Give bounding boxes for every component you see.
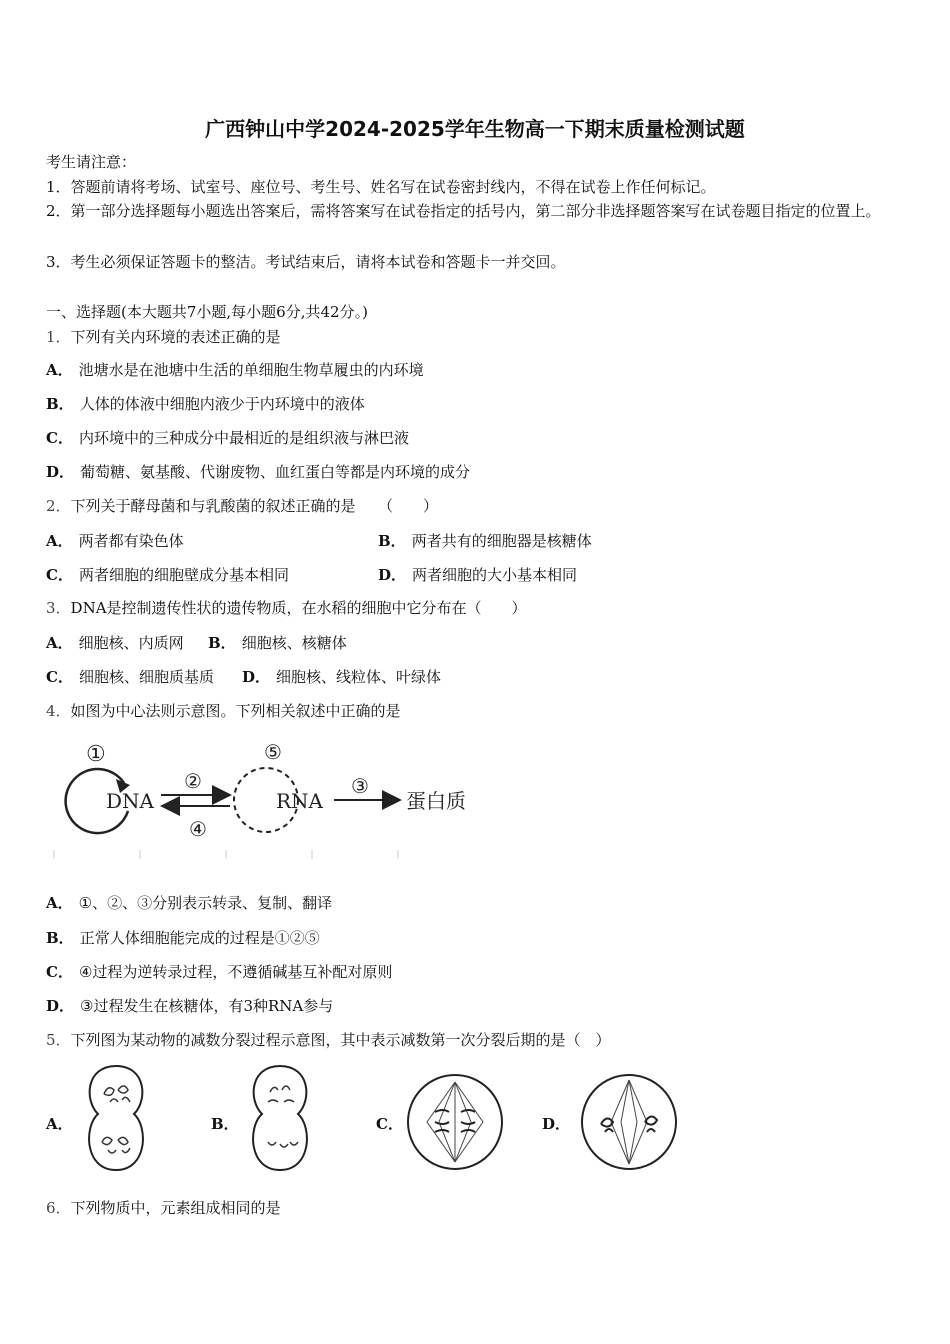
- question-number: 2．: [46, 497, 71, 515]
- question-number: 1．: [46, 328, 71, 346]
- mark-1: ①: [86, 742, 106, 767]
- rna-label: RNA: [276, 789, 324, 813]
- option[interactable]: D． 两者细胞的大小基本相同: [378, 566, 578, 584]
- section-heading: 一、选择题(本大题共7小题,每小题6分,共42分。): [46, 303, 368, 321]
- question-number: 6．: [46, 1199, 71, 1217]
- cell-figure-b: [240, 1062, 320, 1174]
- cell-figure-d: [579, 1072, 679, 1172]
- option[interactable]: D． 葡萄糖、氨基酸、代谢废物、血红蛋白等都是内环境的成分: [46, 463, 471, 481]
- option[interactable]: B． 正常人体细胞能完成的过程是①②⑤: [46, 929, 320, 947]
- mark-5: ⑤: [264, 740, 282, 764]
- option[interactable]: B．: [211, 1115, 239, 1133]
- notice-item: 3．考生必须保证答题卡的整洁。考试结束后，请将本试卷和答题卡一并交回。: [46, 253, 566, 271]
- option[interactable]: B． 两者共有的细胞器是核糖体: [378, 532, 592, 550]
- question-stem: 3．DNA是控制遗传性状的遗传物质，在水稻的细胞中它分布在（ ）: [46, 599, 527, 617]
- option[interactable]: B． 人体的体液中细胞内液少于内环境中的液体: [46, 395, 365, 413]
- question-stem: 6．下列物质中，元素组成相同的是: [46, 1199, 281, 1217]
- notice-item: 2．第一部分选择题每小题选出答案后，需将答案写在试卷指定的括号内，第二部分非选择题答案写在试卷题目指定的位置上。: [46, 202, 881, 220]
- notice-item: 1．答题前请将考场、试室号、座位号、考生号、姓名写在试卷密封线内，不得在试卷上作任何标记。: [46, 178, 716, 196]
- question-number: 5．: [46, 1031, 71, 1049]
- option[interactable]: D． 细胞核、线粒体、叶绿体: [242, 668, 442, 686]
- mark-4: ④: [189, 817, 207, 841]
- option[interactable]: C． ④过程为逆转录过程，不遵循碱基互补配对原则: [46, 963, 393, 981]
- option[interactable]: B． 细胞核、核糖体: [208, 634, 347, 652]
- option[interactable]: A． 细胞核、内质网: [46, 634, 184, 652]
- option[interactable]: A． 池塘水是在池塘中生活的单细胞生物草履虫的内环境: [46, 361, 424, 379]
- option[interactable]: A． ①、②、③分别表示转录、复制、翻译: [46, 894, 333, 912]
- option[interactable]: D．: [542, 1115, 571, 1133]
- dna-label: DNA: [106, 789, 154, 813]
- notice-heading: 考生请注意：: [46, 153, 137, 171]
- question-stem: 1．下列有关内环境的表述正确的是: [46, 328, 281, 346]
- option[interactable]: C． 两者细胞的细胞壁成分基本相同: [46, 566, 289, 584]
- cell-figure-a: [76, 1062, 156, 1174]
- cell-figure-c: [405, 1072, 505, 1172]
- question-number: 4．: [46, 702, 71, 720]
- option[interactable]: C． 细胞核、细胞质基质: [46, 668, 214, 686]
- protein-label: 蛋白质: [406, 789, 466, 813]
- question-stem: 4．如图为中心法则示意图。下列相关叙述中正确的是: [46, 702, 401, 720]
- option[interactable]: C． 内环境中的三种成分中最相近的是组织液与淋巴液: [46, 429, 409, 447]
- question-stem: 5．下列图为某动物的减数分裂过程示意图，其中表示减数第一次分裂后期的是（ ）: [46, 1031, 611, 1049]
- mark-3: ③: [351, 774, 369, 798]
- question-number: 3．: [46, 599, 71, 617]
- mark-2: ②: [184, 769, 202, 793]
- option[interactable]: A． 两者都有染色体: [46, 532, 184, 550]
- page-title: 广西钟山中学2024-2025学年生物高一下期末质量检测试题: [205, 117, 745, 141]
- option[interactable]: D． ③过程发生在核糖体，有3种RNA参与: [46, 997, 334, 1015]
- option[interactable]: C．: [376, 1115, 403, 1133]
- option[interactable]: A．: [46, 1115, 73, 1133]
- central-dogma-diagram: [46, 733, 496, 863]
- question-stem: 2．下列关于酵母菌和与乳酸菌的叙述正确的是 （ ）: [46, 497, 439, 515]
